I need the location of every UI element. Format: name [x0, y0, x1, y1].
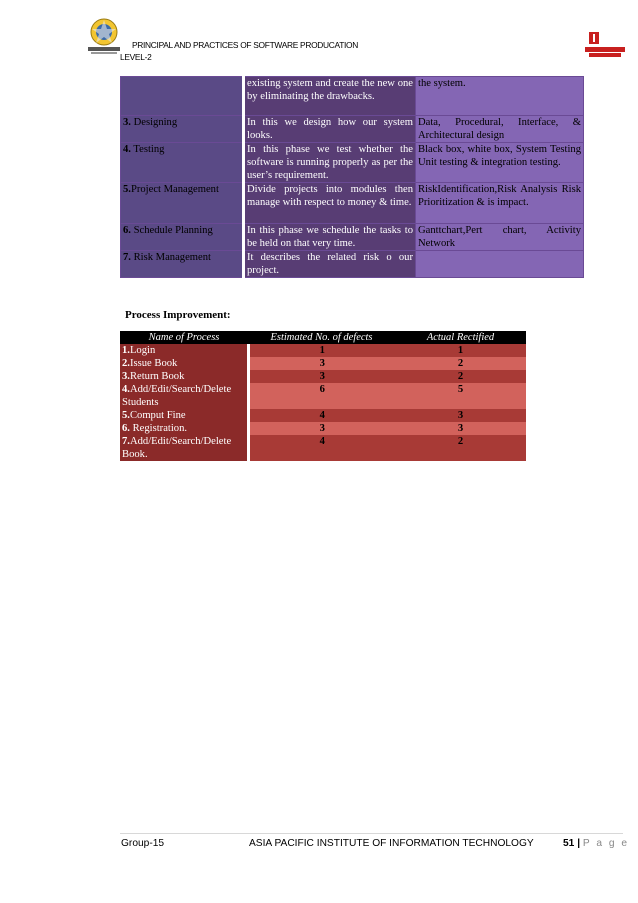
footer-institute: ASIA PACIFIC INSTITUTE OF INFORMATION TECHNOLOGY — [249, 838, 534, 849]
process-name: Add/Edit/Search/Delete — [129, 384, 232, 395]
actual-cell — [395, 396, 526, 409]
description-cell: It describes the related risk o our project. — [244, 251, 416, 278]
phase-name: Risk Management — [130, 252, 211, 263]
phase-cell — [121, 77, 244, 116]
description-cell: Divide projects into modules then manage with respect to money & time. — [244, 183, 416, 224]
table-row — [120, 344, 526, 357]
process-name-cell — [120, 435, 248, 448]
row-number: 6. — [122, 423, 130, 434]
phase-number: 7. — [123, 252, 131, 263]
row-number: 3. — [122, 371, 130, 382]
phase-name: Schedule Planning — [130, 225, 213, 236]
actual-cell: 1 — [395, 344, 526, 357]
estimated-cell: 1 — [248, 344, 395, 357]
table-row — [120, 435, 526, 448]
tools-cell: the system. — [416, 77, 584, 116]
process-name-cell — [120, 383, 248, 396]
phase-name: Designing — [130, 117, 178, 128]
process-name: Login — [129, 345, 156, 356]
header-course-title: PRINCIPAL AND PRACTICES OF SOFTWARE PRODUCATION — [132, 40, 359, 50]
process-name-cell — [120, 370, 248, 383]
row-number: 5. — [122, 410, 130, 421]
process-name-cell — [120, 409, 248, 422]
tools-cell: Ganttchart,Pert chart, Activity Network — [416, 224, 584, 251]
phase-name: Project Management — [130, 184, 219, 195]
process-name-cell — [120, 422, 248, 435]
section-title: Process Improvement: — [125, 309, 231, 321]
table-row — [120, 448, 526, 461]
table-row — [121, 251, 584, 278]
column-header: Estimated No. of defects — [248, 331, 395, 344]
phase-cell — [121, 143, 244, 183]
process-name-cell — [120, 396, 248, 409]
process-name: Book. — [122, 449, 148, 460]
footer-page — [563, 838, 629, 849]
process-name: Registration. — [129, 423, 188, 434]
process-name-cell — [120, 344, 248, 357]
page-separator: | — [577, 838, 581, 849]
page-number: 51 — [563, 838, 575, 849]
phase-number: 6. — [123, 225, 131, 236]
table-row — [121, 77, 584, 116]
estimated-cell: 4 — [248, 409, 395, 422]
description-cell: In this phase we schedule the tasks to be held on that very time. — [244, 224, 416, 251]
estimated-cell: 3 — [248, 357, 395, 370]
table-row — [120, 357, 526, 370]
table-row — [120, 370, 526, 383]
tools-cell: RiskIdentification,Risk Analysis Risk Prioritization & is impact. — [416, 183, 584, 224]
footer-group: Group-15 — [121, 838, 165, 849]
table-row — [120, 422, 526, 435]
tools-cell — [416, 251, 584, 278]
process-name-cell — [120, 448, 248, 461]
phase-number: 3. — [123, 117, 131, 128]
table-row — [120, 409, 526, 422]
table-row — [120, 383, 526, 396]
process-name: Return Book — [129, 371, 185, 382]
estimated-cell: 4 — [248, 435, 395, 448]
table-row — [121, 143, 584, 183]
footer-divider — [120, 833, 623, 834]
phases-table — [120, 76, 583, 278]
tools-cell: Data, Procedural, Interface, & Architectural design — [416, 116, 584, 143]
phase-number: 5. — [123, 184, 131, 195]
row-number: 7. — [122, 436, 130, 447]
process-improvement-table — [120, 331, 526, 461]
phase-cell — [121, 183, 244, 224]
phase-number: 4. — [123, 144, 131, 155]
actual-cell — [395, 448, 526, 461]
phase-name: Testing — [130, 144, 165, 155]
phase-cell — [121, 224, 244, 251]
phase-cell — [121, 116, 244, 143]
actual-cell: 2 — [395, 357, 526, 370]
description-cell: In this phase we test whether the software is running properly as per the user’s requirement. — [244, 143, 416, 183]
staffordshire-university-logo — [585, 30, 625, 60]
actual-cell: 2 — [395, 435, 526, 448]
tools-cell: Black box, white box, System Testing Unit testing & integration testing. — [416, 143, 584, 183]
actual-cell: 3 — [395, 409, 526, 422]
process-name: Comput Fine — [129, 410, 186, 421]
actual-cell: 2 — [395, 370, 526, 383]
phase-cell — [121, 251, 244, 278]
apiit-logo — [85, 16, 123, 56]
actual-cell: 5 — [395, 383, 526, 396]
row-number: 2. — [122, 358, 130, 369]
table-row — [121, 183, 584, 224]
description-cell: existing system and create the new one by eliminating the drawbacks. — [244, 77, 416, 116]
table-row — [120, 396, 526, 409]
estimated-cell: 6 — [248, 383, 395, 396]
column-header: Actual Rectified — [395, 331, 526, 344]
row-number: 1. — [122, 345, 130, 356]
table-row — [121, 224, 584, 251]
column-header: Name of Process — [120, 331, 248, 344]
estimated-cell: 3 — [248, 422, 395, 435]
estimated-cell — [248, 448, 395, 461]
actual-cell: 3 — [395, 422, 526, 435]
process-name: Students — [122, 397, 159, 408]
estimated-cell: 3 — [248, 370, 395, 383]
page-label: P a g e — [582, 838, 629, 849]
header-level: LEVEL-2 — [120, 52, 152, 62]
row-number: 4. — [122, 384, 130, 395]
estimated-cell — [248, 396, 395, 409]
description-cell: In this we design how our system looks. — [244, 116, 416, 143]
process-name: Issue Book — [129, 358, 178, 369]
process-name: Add/Edit/Search/Delete — [129, 436, 232, 447]
table-header-row — [120, 331, 526, 344]
process-name-cell — [120, 357, 248, 370]
table-row — [121, 116, 584, 143]
